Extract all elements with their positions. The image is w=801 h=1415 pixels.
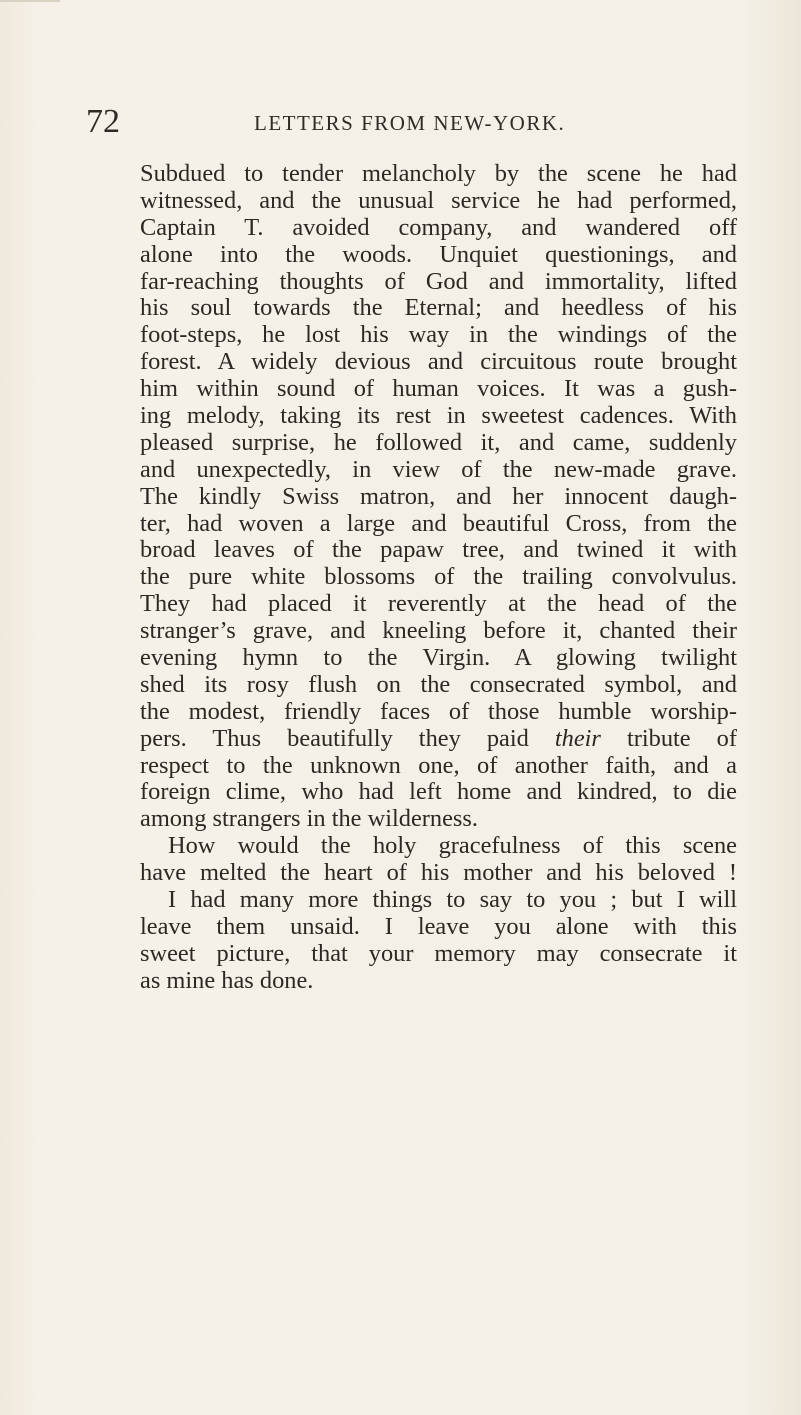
text-line: as mine has done.	[140, 966, 314, 994]
text-line-with-italic	[140, 726, 737, 753]
text-line: have melted the heart of his mother and his beloved !	[140, 859, 737, 887]
text-line: foot-steps, he lost his way in the windings of the	[140, 321, 737, 349]
text-line: shed its rosy flush on the consecrated symbol, and	[140, 670, 737, 698]
text-line: him within sound of human voices. It was a gush-	[140, 375, 737, 403]
italic-word: their	[554, 724, 601, 752]
page-header	[86, 100, 746, 144]
running-head: LETTERS FROM NEW-YORK.	[254, 111, 566, 135]
text-line: They had placed it reverently at the head of the	[140, 590, 737, 618]
text-fragment: pers. Thus beautifully they paid	[140, 724, 529, 752]
text-line: leave them unsaid. I leave you alone with this	[140, 912, 737, 940]
text-line: the modest, friendly faces of those humble worship-	[140, 697, 737, 725]
text-line: pleased surprise, he followed it, and came, suddenly	[140, 428, 737, 456]
text-line: stranger’s grave, and kneeling before it, chanted their	[140, 617, 737, 645]
body-text	[140, 161, 737, 995]
text-line: forest. A widely devious and circuitous route brought	[140, 348, 737, 376]
text-line: the pure white blossoms of the trailing convolvulus.	[140, 563, 737, 591]
text-line: evening hymn to the Virgin. A glowing twilight	[140, 644, 737, 672]
text-line: How would the holy gracefulness of this scene	[168, 832, 737, 860]
text-line: alone into the woods. Unquiet questionings, and	[140, 240, 737, 268]
page-number: 72	[86, 103, 120, 140]
text-line: far-reaching thoughts of God and immortality, lifted	[140, 267, 737, 295]
text-line: his soul towards the Eternal; and heedless of his	[140, 294, 737, 322]
text-line: foreign clime, who had left home and kindred, to die	[140, 778, 737, 806]
text-line: broad leaves of the papaw tree, and twined it with	[140, 536, 737, 564]
page-edge-mark	[0, 0, 60, 2]
text-line: Captain T. avoided company, and wandered off	[140, 213, 737, 241]
text-line: ing melody, taking its rest in sweetest cadences. With	[140, 402, 737, 430]
text-line: and unexpectedly, in view of the new-made grave.	[140, 455, 737, 483]
text-line: respect to the unknown one, of another faith, and a	[140, 751, 737, 779]
text-line: ter, had woven a large and beautiful Cross, from the	[140, 509, 737, 537]
text-line: sweet picture, that your memory may consecrate it	[140, 939, 737, 967]
text-line: The kindly Swiss matron, and her innocent daugh-	[140, 482, 737, 510]
text-line: witnessed, and the unusual service he had performed,	[140, 186, 737, 214]
text-line: Subdued to tender melancholy by the scene he had	[140, 160, 737, 187]
text-fragment: tribute of	[626, 724, 737, 752]
text-line: among strangers in the wilderness.	[140, 805, 479, 833]
text-line: I had many more things to say to you ; but I will	[168, 886, 737, 914]
